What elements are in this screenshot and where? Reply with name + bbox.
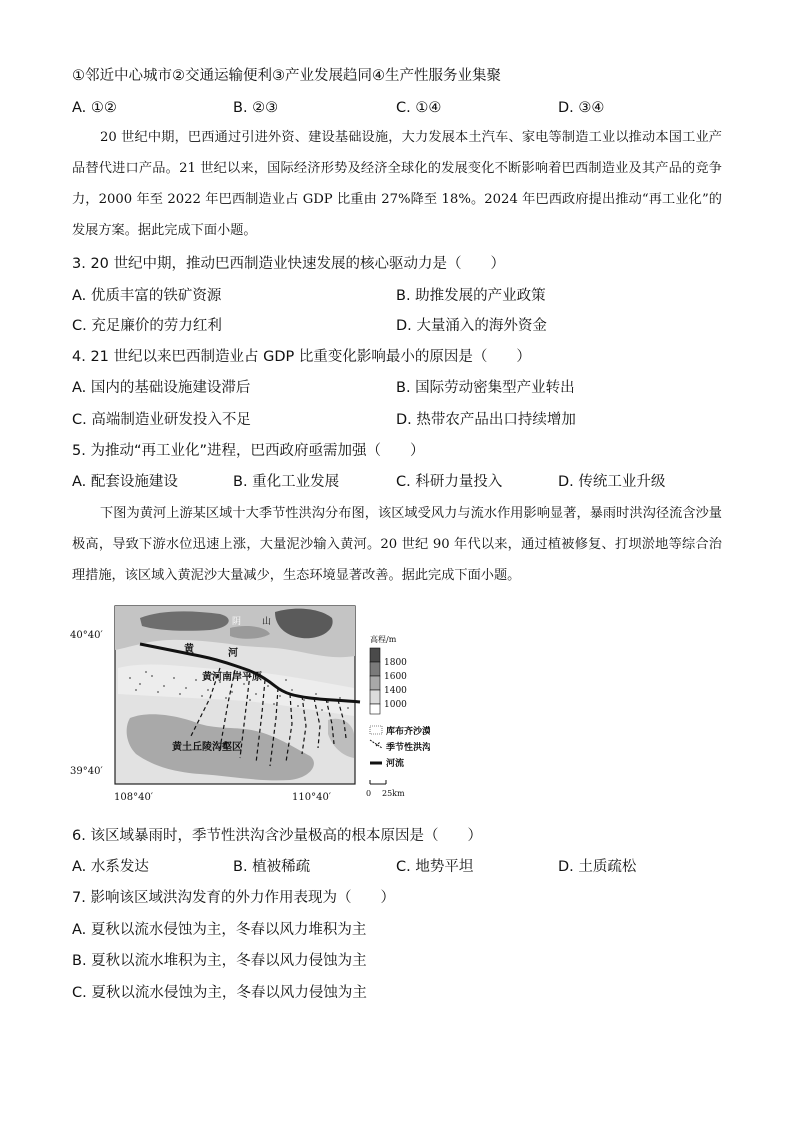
q3-stem: 3. 20 世纪中期，推动巴西制造业快速发展的核心驱动力是（ ） <box>72 256 506 272</box>
map-svg <box>70 598 430 808</box>
passage-yellow-river <box>72 498 722 591</box>
q4-stem: 4. 21 世纪以来巴西制造业占 GDP 比重变化影响最小的原因是（ ） <box>72 349 531 365</box>
q2-option-d[interactable]: D. ③④ <box>558 100 605 116</box>
q5-stem: 5. 为推动“再工业化”进程，巴西政府亟需加强（ ） <box>72 443 425 459</box>
q3-option-a[interactable]: A. 优质丰富的铁矿资源 <box>72 288 222 304</box>
legend-desert-swatch <box>370 726 382 734</box>
q6-option-c[interactable]: C. 地势平坦 <box>396 859 474 875</box>
q6-option-b[interactable]: B. 植被稀疏 <box>233 859 311 875</box>
q3-option-c[interactable]: C. 充足廉价的劳力红利 <box>72 318 222 334</box>
legend-river: 河流 <box>386 759 405 769</box>
legend-elev-1600: 1600 <box>384 672 407 682</box>
q4-option-c[interactable]: C. 高端制造业研发投入不足 <box>72 412 251 428</box>
q5-option-d[interactable]: D. 传统工业升级 <box>558 474 666 490</box>
legend-elev-swatch-2 <box>370 662 380 676</box>
q7-option-c[interactable]: C. 夏秋以流水侵蚀为主，冬春以风力侵蚀为主 <box>72 985 367 1001</box>
q7-option-b[interactable]: B. 夏秋以流水堆积为主，冬春以风力侵蚀为主 <box>72 953 367 969</box>
legend-elev-title: 高程/m <box>370 635 397 644</box>
label-plain: 黄河南岸平原 <box>202 672 262 683</box>
q4-option-d[interactable]: D. 热带农产品出口持续增加 <box>396 412 576 428</box>
lat-bottom: 39°40′ <box>70 766 103 777</box>
legend-elev-swatch-4 <box>370 690 380 704</box>
q5-option-a[interactable]: A. 配套设施建设 <box>72 474 178 490</box>
q7-stem: 7. 影响该区域洪沟发育的外力作用表现为（ ） <box>72 890 395 906</box>
q3-option-b[interactable]: B. 助推发展的产业政策 <box>396 288 546 304</box>
q6-option-d[interactable]: D. 土质疏松 <box>558 859 637 875</box>
q2-statement: ①邻近中心城市②交通运输便利③产业发展趋同④生产性服务业集聚 <box>72 68 501 84</box>
gully-distribution-map <box>70 598 430 808</box>
q6-option-a[interactable]: A. 水系发达 <box>72 859 149 875</box>
q4-option-b[interactable]: B. 国际劳动密集型产业转出 <box>396 380 575 396</box>
scale-zero: 0 <box>366 789 372 798</box>
label-loess: 黄土丘陵沟壑区 <box>172 742 242 753</box>
lat-top: 40°40′ <box>70 630 103 641</box>
q3-option-d[interactable]: D. 大量涌入的海外资金 <box>396 318 547 334</box>
label-shan: 山 <box>262 617 272 627</box>
legend-gully: 季节性洪沟 <box>386 743 430 753</box>
lon-right: 110°40′ <box>292 792 332 803</box>
q2-option-c[interactable]: C. ①④ <box>396 100 442 116</box>
q7-option-a[interactable]: A. 夏秋以流水侵蚀为主，冬春以风力堆积为主 <box>72 922 367 938</box>
passage-yellow-river-text: 下图为黄河上游某区域十大季节性洪沟分布图，该区域受风力与流水作用影响显著，暴雨时洪沟径流含沙量极高，导致下游水位迅速上涨，大量泥沙输入黄河。20 世纪 90 年代以来，通过植被修复、打坝淤地等综合治理措施，该区域入黄泥沙大量减少，生态环境显著改善。据此完成下面小题。 <box>72 506 722 583</box>
legend-elev-swatch-1 <box>370 648 380 662</box>
passage-brazil <box>72 122 722 246</box>
q2-option-a[interactable]: A. ①② <box>72 100 117 116</box>
q5-option-c[interactable]: C. 科研力量投入 <box>396 474 503 490</box>
legend-elev-1800: 1800 <box>384 658 407 668</box>
passage-brazil-text: 20 世纪中期，巴西通过引进外资、建设基础设施，大力发展本土汽车、家电等制造工业以推动本国工业产品替代进口产品。21 世纪以来，国际经济形势及经济全球化的发展变化不断影响着巴西制造业及其产品的竞争力，2000 年至 2022 年巴西制造业占 GDP 比重由 27%降至 18%。2024 年巴西政府提出推动“再工业化”的发展方案。据此完成下面小题。 <box>72 130 722 238</box>
label-huang: 黄 <box>184 644 194 655</box>
legend-desert: 库布齐沙漠 <box>386 727 430 737</box>
legend-elev-1400: 1400 <box>384 686 407 696</box>
legend-gully-swatch <box>370 740 382 748</box>
label-yinshan: 阴 <box>232 617 242 627</box>
q6-stem: 6. 该区域暴雨时，季节性洪沟含沙量极高的根本原因是（ ） <box>72 828 482 844</box>
legend-elev-swatch-3 <box>370 676 380 690</box>
label-he: 河 <box>228 648 238 659</box>
legend-elev-1000: 1000 <box>384 700 407 710</box>
lon-left: 108°40′ <box>114 792 154 803</box>
legend-elev-swatch-5 <box>370 704 380 714</box>
yinshan-peak-west <box>140 611 229 630</box>
q2-option-b[interactable]: B. ②③ <box>233 100 279 116</box>
q5-option-b[interactable]: B. 重化工业发展 <box>233 474 340 490</box>
scale-25km: 25km <box>382 789 405 798</box>
q4-option-a[interactable]: A. 国内的基础设施建设滞后 <box>72 380 251 396</box>
